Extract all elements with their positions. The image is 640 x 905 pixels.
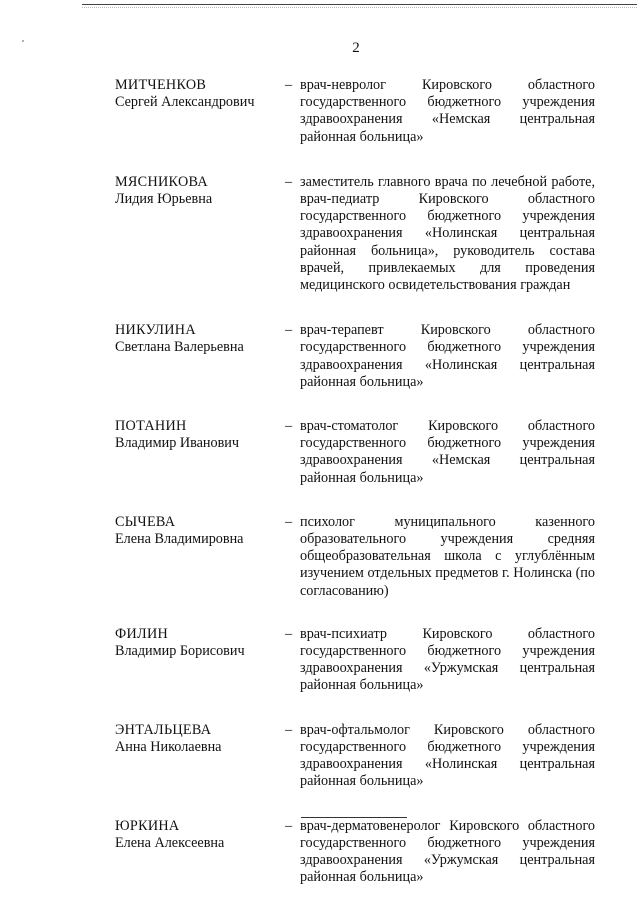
member-position: врач-невролог Кировского областного государственного бюджетного учреждения здравоохранения «Немская центральная районная больница»	[300, 77, 595, 145]
member-position: психолог муниципального казенного образовательного учреждения средняя общеобразовательная школа с углублённым изучением отдельных предметов г. Нолинска (по согласованию)	[300, 513, 595, 599]
member-position: врач-дерматовенеролог Кировского областного государственного бюджетного учреждения здравоохранения «Уржумская центральная районная больница»	[300, 817, 595, 886]
member-given-name: Елена Владимировна	[115, 531, 244, 548]
member-name	[115, 322, 285, 391]
member-entry	[115, 722, 595, 791]
member-name	[115, 514, 285, 600]
member-given-name: Сергей Александрович	[115, 94, 255, 111]
member-position: врач-офтальмолог Кировского областного государственного бюджетного учреждения здравоохранения «Нолинская центральная районная больница»	[300, 721, 595, 790]
member-name	[115, 722, 285, 791]
member-given-name: Владимир Иванович	[115, 435, 240, 452]
entry-dash: –	[285, 817, 293, 834]
member-name	[115, 77, 285, 146]
entry-dash: –	[285, 173, 293, 190]
entry-dash: –	[285, 77, 293, 93]
member-surname: ЭНТАЛЬЦЕВА	[115, 721, 212, 738]
member-entry	[115, 514, 595, 600]
entry-dash: –	[285, 625, 293, 642]
member-name	[115, 174, 285, 294]
top-border-line-faint	[82, 7, 637, 8]
member-entry	[115, 322, 595, 391]
member-position: врач-психиатр Кировского областного государственного бюджетного учреждения здравоохранения «Уржумская центральная районная больница»	[300, 625, 595, 694]
member-surname: МИТЧЕНКОВ	[115, 77, 207, 93]
member-entry	[115, 626, 595, 695]
end-divider-line	[301, 817, 407, 818]
member-given-name: Владимир Борисович	[115, 643, 245, 660]
member-surname: ЮРКИНА	[115, 817, 180, 834]
member-entry	[115, 77, 595, 146]
member-entry	[115, 418, 595, 487]
top-border-line	[82, 4, 637, 5]
entry-dash: –	[285, 322, 293, 339]
member-name	[115, 626, 285, 695]
member-entry	[115, 174, 595, 294]
member-position: врач-стоматолог Кировского областного государственного бюджетного учреждения здравоохранения «Немская центральная районная больница»	[300, 418, 595, 486]
member-surname: МЯСНИКОВА	[115, 173, 208, 190]
entry-dash: –	[285, 721, 293, 738]
member-surname: НИКУЛИНА	[115, 322, 196, 339]
member-position: заместитель главного врача по лечебной работе, врач-педиатр Кировского областного государственного бюджетного учреждения здравоохранения «Нолинская центральная районная больница», руководитель состава врачей, привлекаемых для проведения медицинского освидетельствования граждан	[300, 173, 595, 294]
member-given-name: Елена Алексеевна	[115, 834, 225, 851]
member-given-name: Светлана Валерьевна	[115, 339, 244, 356]
member-entry	[115, 818, 595, 887]
page-number: 2	[352, 40, 360, 56]
entry-dash: –	[285, 418, 293, 435]
member-surname: ФИЛИН	[115, 625, 169, 642]
member-list	[115, 77, 595, 886]
member-name	[115, 818, 285, 887]
member-name	[115, 418, 285, 487]
member-position: врач-терапевт Кировского областного государственного бюджетного учреждения здравоохранения «Нолинская центральная районная больница»	[300, 322, 595, 390]
member-surname: ПОТАНИН	[115, 418, 187, 435]
member-surname: СЫЧЕВА	[115, 513, 176, 530]
entry-dash: –	[285, 513, 293, 530]
member-given-name: Анна Николаевна	[115, 738, 222, 755]
member-given-name: Лидия Юрьевна	[115, 191, 213, 208]
